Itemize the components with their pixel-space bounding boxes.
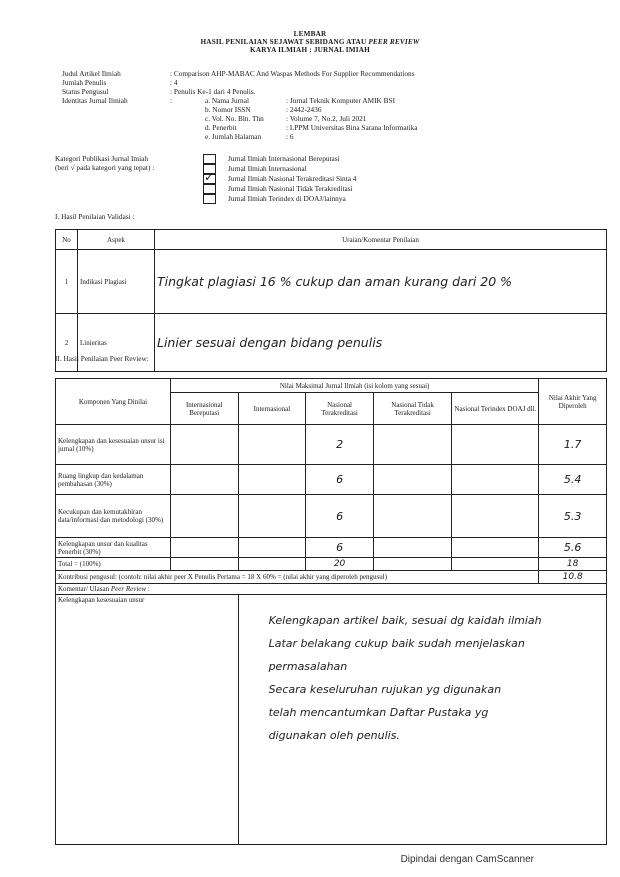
komponen-name: Kelengkapan unsur dan kualitas Penerbit (30%) xyxy=(56,538,171,558)
komponen-name: Kecukupan dan kemutakhiran data/informasi dan metodologi (30%) xyxy=(56,495,171,538)
scanner-watermark: Dipindai dengan CamScanner xyxy=(400,854,534,865)
status-value: : Penulis Ke-1 dari 4 Penulis. xyxy=(170,87,256,96)
kontribusi-value: 10.8 xyxy=(539,571,607,584)
kategori-option: Jurnal Ilmiah Internasional xyxy=(228,164,307,173)
kategori-label: Kategori Publikasi Jurnal Imiah xyxy=(55,154,149,163)
komponen-name: Ruang lingkup dan kedalaman pembahasan (30%) xyxy=(56,465,171,495)
empty-cell xyxy=(238,425,306,465)
handwritten-comment: Linier sesuai dengan bidang penulis xyxy=(157,335,383,350)
empty-cell xyxy=(238,558,306,571)
empty-cell xyxy=(373,425,451,465)
header-komponen: Komponen Yang Dinilai xyxy=(56,379,171,425)
empty-cell xyxy=(452,425,539,465)
validasi-table xyxy=(55,229,607,372)
empty-cell xyxy=(170,538,238,558)
empty-cell xyxy=(373,465,451,495)
empty-cell xyxy=(452,465,539,495)
handwritten-line: permasalahan xyxy=(268,660,348,673)
table-header-row xyxy=(56,230,607,250)
section1-title: I. Hasil Penilaian Validasi : xyxy=(55,212,135,221)
total-row xyxy=(56,558,607,571)
kontribusi-row xyxy=(56,571,607,584)
jumlah-label: Jumlah Penulis xyxy=(62,78,107,87)
max-value: 6 xyxy=(306,495,374,538)
doc-title-line1: LEMBAR xyxy=(293,30,327,38)
row-no: 1 xyxy=(56,250,78,314)
handwritten-comment: Tingkat plagiasi 16 % cukup dan aman kurang dari 20 % xyxy=(157,274,513,289)
handwritten-line: Kelengkapan artikel baik, sesuai dg kaidah ilmiah xyxy=(268,614,542,627)
table-row xyxy=(56,465,607,495)
identitas-label: Identitas Jurnal Ilmiah xyxy=(62,96,128,105)
row-komentar xyxy=(155,314,607,372)
total-max: 20 xyxy=(306,558,374,571)
table-row xyxy=(56,250,607,314)
akhir-value: 5.3 xyxy=(539,495,607,538)
table-row xyxy=(56,425,607,465)
title-italic: PEER REVIEW xyxy=(368,38,420,46)
empty-cell xyxy=(373,558,451,571)
header-col: Nasional Terakreditasi xyxy=(306,393,374,425)
max-value: 2 xyxy=(306,425,374,465)
header-col: Nasional Tidak Terakreditasi xyxy=(373,393,451,425)
header-col: Internasional xyxy=(238,393,306,425)
sub-value: : Volume 7, No.2, Juli 2021 xyxy=(286,114,367,123)
table-header-row xyxy=(56,379,607,393)
judul-label: Judul Artikel Ilmiah xyxy=(62,69,121,78)
header-col: Internasional Bereputasi xyxy=(170,393,238,425)
peer-review-table xyxy=(55,378,607,845)
status-label: Status Pengusul xyxy=(62,87,109,96)
row-aspek: Indikasi Plagiasi xyxy=(78,250,155,314)
empty-cell xyxy=(373,495,451,538)
row-komentar xyxy=(155,250,607,314)
handwritten-line: Secara keseluruhan rujukan yg digunakan xyxy=(268,683,502,696)
header-nilai-maks: Nilai Maksimal Jurnal Ilmiah (isi kolom yang sesuai) xyxy=(170,379,538,393)
komentar-body xyxy=(238,595,606,845)
checkbox-checked[interactable] xyxy=(203,170,216,184)
empty-cell xyxy=(373,538,451,558)
sub-label: e. Jumlah Halaman xyxy=(205,132,262,141)
row-aspek: Linieritas xyxy=(78,314,155,372)
empty-cell xyxy=(170,465,238,495)
max-value: 6 xyxy=(306,538,374,558)
empty-cell xyxy=(238,495,306,538)
sub-value: : 6 xyxy=(286,132,294,141)
empty-cell xyxy=(452,495,539,538)
sub-value: : 2442-2436 xyxy=(286,105,322,114)
header-col: Nasional Terindex DOAJ dll. xyxy=(452,393,539,425)
jumlah-value: : 4 xyxy=(170,78,178,87)
akhir-value: 1.7 xyxy=(539,425,607,465)
identitas-colon: : xyxy=(170,96,173,105)
doc-title-line2 xyxy=(0,38,620,46)
akhir-value: 5.6 xyxy=(539,538,607,558)
empty-cell xyxy=(238,538,306,558)
empty-cell xyxy=(452,558,539,571)
komponen-name: Kelengkapan dan kesesuaian unsur isi jurnal (10%) xyxy=(56,425,171,465)
handwritten-line: telah mencantumkan Daftar Pustaka yg xyxy=(268,706,489,719)
sub-value: : Jurnal Teknik Komputer AMIK BSI xyxy=(286,96,396,105)
empty-cell xyxy=(238,465,306,495)
kategori-option: Jurnal Ilmiah Nasional Terakreditasi Sinta 4 xyxy=(228,174,357,183)
header-aspek: Aspek xyxy=(78,230,155,250)
total-label: Total = (100%) xyxy=(56,558,171,571)
header-uraian: Uraian/Komentar Penilaian xyxy=(155,230,607,250)
total-akhir: 18 xyxy=(539,558,607,571)
header-nilai-akhir: Nilai Akhir Yang Diperoleh xyxy=(539,379,607,425)
komentar-label-italic: Peer Review xyxy=(110,585,147,593)
komentar-label-text: Komentar/ Ulasan xyxy=(58,585,111,593)
max-value: 6 xyxy=(306,465,374,495)
kelengkapan-label: Kelengkapan kesesuaian unsur xyxy=(56,595,239,845)
kategori-option: Jurnal Ilmiah Internasional Bereputasi xyxy=(228,154,340,163)
checkbox[interactable] xyxy=(203,154,216,164)
empty-cell xyxy=(170,425,238,465)
sub-label: c. Vol. No. Bln. Thn xyxy=(205,114,264,123)
doc-title-line3: KARYA ILMIAH : JURNAL IMIAH xyxy=(250,46,370,54)
judul-value: : Comparison AHP-MABAC And Waspas Methods For Supplier Recommendations xyxy=(170,69,415,78)
kategori-option: Jurnal Ilmiah Terindex di DOAJ/lainnya xyxy=(228,194,346,203)
handwritten-line: Latar belakang cukup baik sudah menjelaskan xyxy=(268,637,525,650)
sub-label: b. Nomor ISSN xyxy=(205,105,251,114)
sub-label: d. Penerbit xyxy=(205,123,237,132)
komentar-label-colon: : xyxy=(146,585,150,593)
sub-value: : LPPM Universitas Bina Sarana Informatika xyxy=(286,123,418,132)
empty-cell xyxy=(170,558,238,571)
akhir-value: 5.4 xyxy=(539,465,607,495)
komentar-header-row xyxy=(56,584,607,595)
kontribusi-label: Kontribusi pengusul: (contoh: nilai akhir peer X Penulis Pertama = 18 X 60% = (nilai akhir yang diperoleh pengusul) xyxy=(56,571,539,584)
header-no: No xyxy=(56,230,78,250)
checkbox[interactable] xyxy=(203,194,216,204)
komentar-row xyxy=(56,595,607,845)
table-row xyxy=(56,538,607,558)
checkbox[interactable] xyxy=(203,184,216,194)
sub-label: a. Nama Jurnal xyxy=(205,96,249,105)
handwritten-line: digunakan oleh penulis. xyxy=(268,729,400,742)
table-row xyxy=(56,495,607,538)
kategori-option: Jurnal Ilmiah Nasional Tidak Terakreditasi xyxy=(228,184,353,193)
check-icon: ✓ xyxy=(204,170,215,184)
row-no: 2 xyxy=(56,314,78,372)
kategori-hint: (beri √ pada kategori yang tepat) : xyxy=(55,163,155,172)
title-text: HASIL PENILAIAN SEJAWAT SEBIDANG ATAU xyxy=(200,38,369,46)
empty-cell xyxy=(170,495,238,538)
komentar-label xyxy=(56,584,607,595)
empty-cell xyxy=(452,538,539,558)
section2-title: II. Hasil Penilaian Peer Review: xyxy=(55,354,149,363)
